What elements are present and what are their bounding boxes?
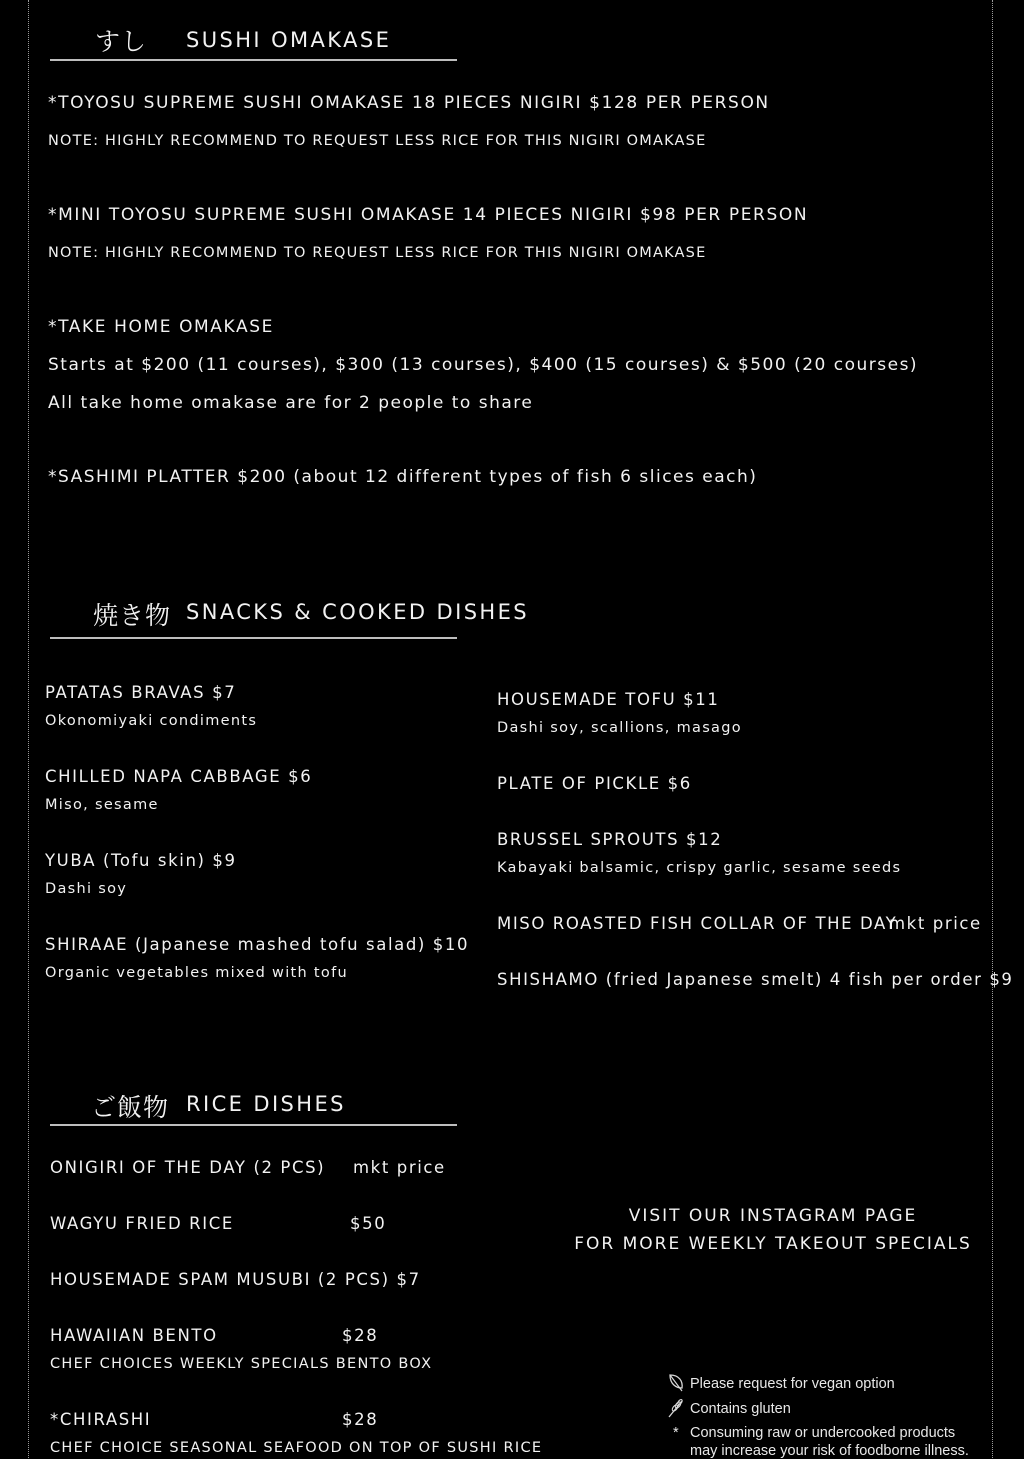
menu-item-price: mkt price bbox=[353, 1158, 446, 1177]
take-home-item: *TAKE HOME OMAKASE bbox=[48, 317, 274, 337]
menu-item-name: ONIGIRI OF THE DAY (2 PCS) bbox=[50, 1158, 326, 1177]
rice-heading-rule bbox=[50, 1124, 457, 1126]
sushi-heading-jp: すし bbox=[95, 27, 148, 56]
menu-item-price: mkt price bbox=[889, 914, 982, 933]
menu-item-name: BRUSSEL SPROUTS $12 bbox=[497, 830, 723, 849]
menu-item-desc: CHEF CHOICES WEEKLY SPECIALS BENTO BOX bbox=[50, 1356, 433, 1372]
menu-item-name: PATATAS BRAVAS $7 bbox=[45, 683, 237, 702]
instagram-promo bbox=[573, 1202, 973, 1258]
menu-item-name: HAWAIIAN BENTO bbox=[50, 1326, 218, 1345]
menu-item-name: SHIRAAE (Japanese mashed tofu salad) $10 bbox=[45, 935, 470, 954]
rice-heading-jp: ご飯物 bbox=[91, 1093, 170, 1122]
menu-item-desc: Dashi soy bbox=[45, 881, 128, 897]
menu-item-name: MISO ROASTED FISH COLLAR OF THE DAY bbox=[497, 914, 898, 933]
menu-item-desc: CHEF CHOICE SEASONAL SEAFOOD ON TOP OF SUSHI RICE bbox=[50, 1440, 543, 1456]
menu-item-name: PLATE OF PICKLE $6 bbox=[497, 774, 692, 793]
menu-item-price: $28 bbox=[342, 1326, 379, 1345]
menu-item-name: SHISHAMO (fried Japanese smelt) 4 fish per order $9 bbox=[497, 970, 1014, 989]
menu-item-name: CHILLED NAPA CABBAGE $6 bbox=[45, 767, 313, 786]
raw-legend-text-2: may increase your risk of foodborne illness. bbox=[690, 1443, 969, 1459]
asterisk-icon: * bbox=[673, 1425, 679, 1441]
menu-item-desc: Miso, sesame bbox=[45, 797, 159, 813]
toyosu-item: *TOYOSU SUPREME SUSHI OMAKASE 18 PIECES NIGIRI $128 PER PERSON bbox=[48, 93, 770, 113]
raw-legend-text-1: Consuming raw or undercooked products bbox=[690, 1425, 956, 1441]
menu-item-price: $50 bbox=[350, 1214, 387, 1233]
gluten-legend-text: Contains gluten bbox=[690, 1401, 791, 1417]
menu-item-desc: Organic vegetables mixed with tofu bbox=[45, 965, 348, 981]
page-border-left bbox=[28, 0, 29, 1458]
leaf-icon bbox=[667, 1373, 685, 1397]
menu-item-desc: Okonomiyaki condiments bbox=[45, 713, 258, 729]
snacks-heading-rule bbox=[50, 637, 457, 639]
take-home-share: All take home omakase are for 2 people to share bbox=[48, 393, 534, 413]
wheat-icon bbox=[667, 1398, 685, 1422]
promo-line-1: VISIT OUR INSTAGRAM PAGE bbox=[628, 1206, 918, 1226]
mini-toyosu-note: NOTE: HIGHLY RECOMMEND TO REQUEST LESS RICE FOR THIS NIGIRI OMAKASE bbox=[48, 245, 707, 261]
toyosu-note: NOTE: HIGHLY RECOMMEND TO REQUEST LESS RICE FOR THIS NIGIRI OMAKASE bbox=[48, 133, 707, 149]
menu-item-name: HOUSEMADE TOFU $11 bbox=[497, 690, 720, 709]
mini-toyosu-item: *MINI TOYOSU SUPREME SUSHI OMAKASE 14 PIECES NIGIRI $98 PER PERSON bbox=[48, 205, 809, 225]
snacks-heading: SNACKS & COOKED DISHES bbox=[186, 600, 530, 624]
sushi-heading: SUSHI OMAKASE bbox=[186, 28, 392, 52]
snacks-heading-jp: 焼き物 bbox=[93, 601, 172, 630]
sashimi-platter-item: *SASHIMI PLATTER $200 (about 12 different types of fish 6 slices each) bbox=[48, 467, 758, 487]
vegan-legend-text: Please request for vegan option bbox=[690, 1376, 895, 1392]
menu-item-name: YUBA (Tofu skin) $9 bbox=[45, 851, 237, 870]
menu-item-name: HOUSEMADE SPAM MUSUBI (2 PCS) $7 bbox=[50, 1270, 421, 1289]
menu-item-name: WAGYU FRIED RICE bbox=[50, 1214, 234, 1233]
menu-item-price: $28 bbox=[342, 1410, 379, 1429]
promo-line-2: FOR MORE WEEKLY TAKEOUT SPECIALS bbox=[574, 1234, 972, 1254]
take-home-prices: Starts at $200 (11 courses), $300 (13 courses), $400 (15 courses) & $500 (20 courses) bbox=[48, 355, 919, 375]
sushi-heading-rule bbox=[50, 59, 457, 61]
rice-heading: RICE DISHES bbox=[186, 1092, 346, 1116]
menu-item-name: *CHIRASHI bbox=[50, 1410, 152, 1429]
page-border-right bbox=[992, 0, 993, 1458]
menu-item-desc: Dashi soy, scallions, masago bbox=[497, 720, 742, 736]
menu-item-desc: Kabayaki balsamic, crispy garlic, sesame seeds bbox=[497, 860, 902, 876]
